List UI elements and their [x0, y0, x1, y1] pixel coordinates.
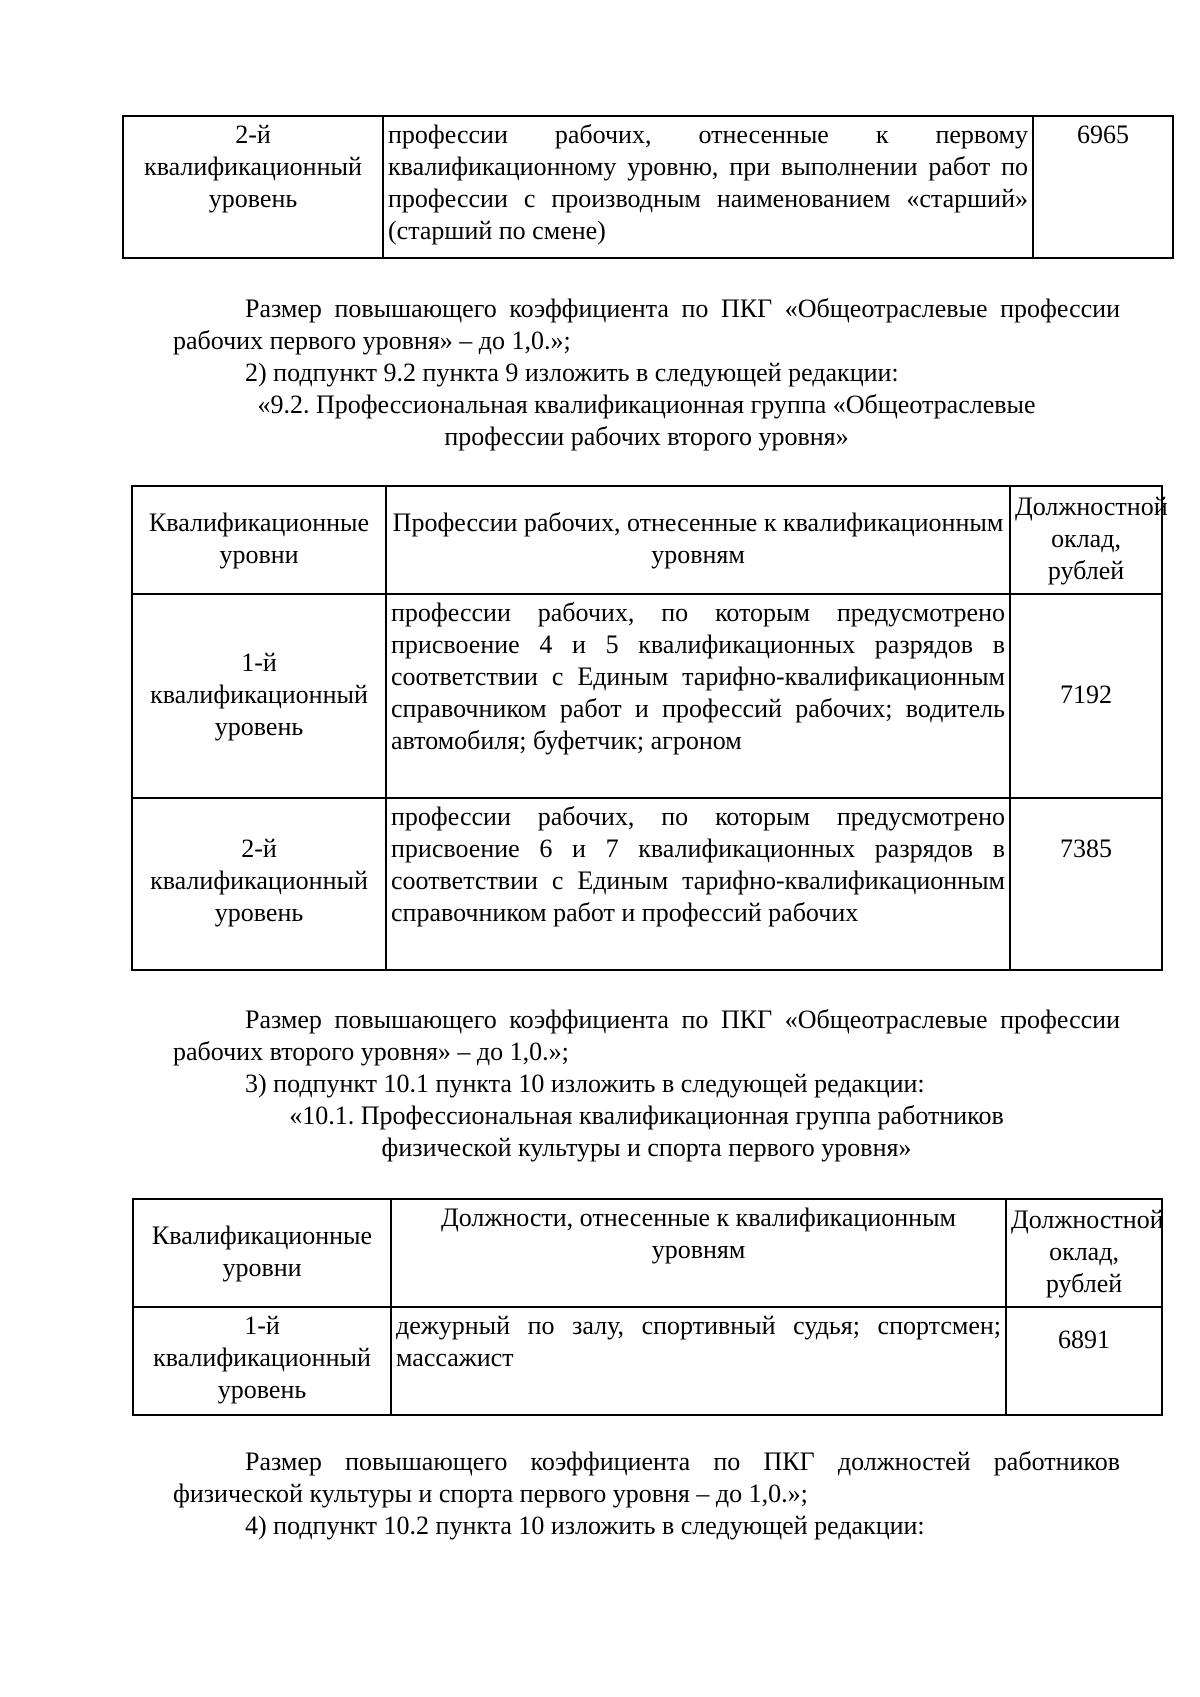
table-1 [122, 115, 1174, 259]
description-cell: профессии рабочих, по которым предусмотрено присвоение 4 и 5 квалификационных разрядов в соответствии с Единым тарифно-квалификационным справочником работ и профессий рабочих; водитель автомобиля; буфетчик; агроном [386, 594, 1010, 798]
salary-cell: 7192 [1010, 594, 1162, 798]
heading-10-1-line-1: «10.1. Профессиональная квалификационная группа работников [289, 1101, 1004, 1130]
header-levels: Квалификационные уровни [133, 1199, 391, 1307]
level-cell: 1-й квалификационный уровень [132, 594, 386, 798]
table-row [132, 798, 1162, 970]
header-salary: Должностной оклад, рублей [1006, 1199, 1162, 1307]
description-cell: профессии рабочих, по которым предусмотрено присвоение 6 и 7 квалификационных разрядов в соответствии с Единым тарифно-квалификационным справочником работ и профессий рабочих [386, 798, 1010, 970]
coefficient-paragraph-2: Размер повышающего коэффициента по ПКГ «Общеотраслевые профессии рабочих второго уровня» – до 1,0.»; [173, 1005, 1120, 1066]
header-professions: Профессии рабочих, отнесенные к квалификационным уровням [386, 486, 1010, 594]
level-cell: 1-й квалификационный уровень [133, 1307, 391, 1415]
description-cell: профессии рабочих, отнесенные к первому квалификационному уровню, при выполнении работ по профессии с производным наименованием «старший» (старший по смене) [383, 116, 1033, 258]
salary-cell: 7385 [1010, 798, 1162, 970]
coefficient-paragraph-1: Размер повышающего коэффициента по ПКГ «Общеотраслевые профессии рабочих первого уровня» – до 1,0.»; [173, 294, 1120, 355]
salary-cell: 6891 [1006, 1307, 1162, 1415]
header-salary: Должностной оклад, рублей [1010, 486, 1162, 594]
item-2-paragraph: 2) подпункт 9.2 пункта 9 изложить в следующей редакции: [245, 358, 899, 387]
header-levels: Квалификационные уровни [132, 486, 386, 594]
table-row [133, 1307, 1162, 1415]
table-header-row [132, 486, 1162, 594]
table-row [123, 116, 1173, 258]
item-4-paragraph: 4) подпункт 10.2 пункта 10 изложить в следующей редакции: [245, 1511, 925, 1540]
heading-9-2-line-2: профессии рабочих второго уровня» [444, 422, 849, 451]
table-row [132, 594, 1162, 798]
salary-cell: 6965 [1033, 116, 1173, 258]
heading-10-1-line-2: физической культуры и спорта первого уровня» [381, 1133, 912, 1162]
level-cell: 2-й квалификационный уровень [132, 798, 386, 970]
coefficient-paragraph-3: Размер повышающего коэффициента по ПКГ должностей работников физической культуры и спорта первого уровня – до 1,0.»; [173, 1447, 1120, 1508]
table-3 [132, 1198, 1163, 1416]
header-positions: Должности, отнесенные к квалификационным уровням [391, 1199, 1006, 1307]
item-3-paragraph: 3) подпункт 10.1 пункта 10 изложить в следующей редакции: [245, 1069, 925, 1098]
level-cell: 2-й квалификационный уровень [123, 116, 383, 258]
table-header-row [133, 1199, 1162, 1307]
description-cell: дежурный по залу, спортивный судья; спортсмен; массажист [391, 1307, 1006, 1415]
heading-9-2-line-1: «9.2. Профессиональная квалификационная группа «Общеотраслевые [257, 390, 1036, 419]
table-2 [131, 485, 1168, 971]
